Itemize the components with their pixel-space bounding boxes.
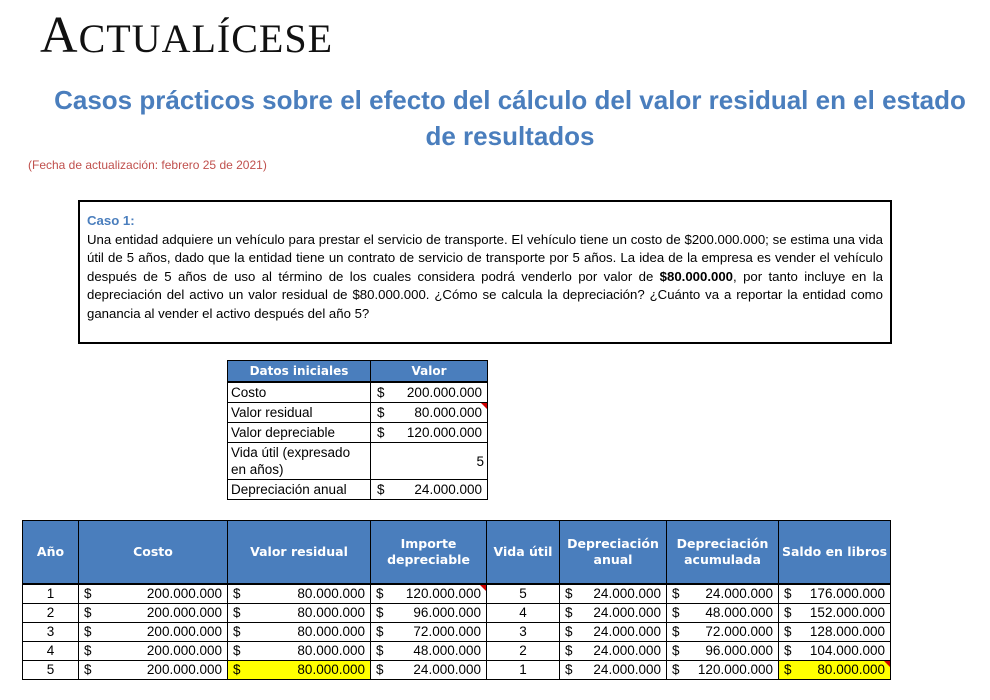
- page-title: Casos prácticos sobre el efecto del cálculo del valor residual en el estado de resultados: [54, 85, 966, 151]
- initial-data-row: [228, 382, 488, 403]
- cell-depreciable: 120.000.000: [387, 584, 487, 604]
- cell-annual: 24.000.000: [576, 661, 667, 680]
- table-row: [23, 604, 891, 623]
- cell-life: 2: [487, 642, 560, 661]
- currency-symbol: $: [79, 604, 100, 623]
- col-header-accumulated: Depreciación acumulada: [667, 521, 779, 585]
- cell-depreciable: 24.000.000: [387, 661, 487, 680]
- cell-life: 5: [487, 584, 560, 604]
- currency-symbol: $: [779, 642, 795, 661]
- currency-symbol: $: [560, 623, 576, 642]
- cell-book: 128.000.000: [794, 623, 890, 642]
- initial-data-header-value: Valor: [371, 361, 488, 383]
- cell-depreciable: 72.000.000: [387, 623, 487, 642]
- col-header-life: Vida útil: [487, 521, 560, 585]
- col-header-annual: Depreciación anual: [560, 521, 667, 585]
- cell-residual: 80.000.000: [249, 584, 370, 604]
- cell-annual: 24.000.000: [576, 604, 667, 623]
- currency-symbol: $: [560, 604, 576, 623]
- currency-symbol: $: [79, 642, 100, 661]
- currency-symbol: $: [371, 604, 387, 623]
- currency-symbol: $: [79, 661, 100, 680]
- currency-symbol: $: [371, 584, 387, 604]
- initial-data-label: Valor residual: [228, 403, 371, 423]
- cell-cost: 200.000.000: [99, 642, 227, 661]
- currency-symbol: $: [79, 584, 100, 604]
- table-row: [23, 642, 891, 661]
- currency-symbol: $: [371, 480, 395, 500]
- currency-symbol: $: [79, 623, 100, 642]
- initial-data-row: [228, 443, 488, 480]
- table-row: [23, 584, 891, 604]
- initial-data-label: Depreciación anual: [228, 480, 371, 500]
- currency-symbol: $: [667, 584, 683, 604]
- table-row: [23, 661, 891, 680]
- col-header-cost: Costo: [79, 521, 228, 585]
- cell-accumulated: 48.000.000: [682, 604, 778, 623]
- table-row: [23, 623, 891, 642]
- currency-symbol: $: [228, 661, 250, 680]
- currency-symbol: $: [779, 604, 795, 623]
- case-title: Caso 1:: [87, 213, 135, 228]
- currency-symbol: $: [371, 623, 387, 642]
- depreciation-schedule-table: [22, 520, 891, 680]
- cell-residual: 80.000.000: [249, 642, 370, 661]
- initial-data-row: [228, 403, 488, 423]
- currency-symbol: $: [667, 661, 683, 680]
- cell-accumulated: 96.000.000: [682, 642, 778, 661]
- currency-symbol: $: [228, 642, 250, 661]
- currency-symbol: $: [371, 382, 395, 403]
- initial-data-row: [228, 480, 488, 500]
- cell-book: 176.000.000: [794, 584, 890, 604]
- logo-first-letter: A: [40, 7, 79, 64]
- currency-symbol: $: [560, 584, 576, 604]
- cell-accumulated: 120.000.000: [682, 661, 778, 680]
- case-text-before: Una entidad adquiere un vehículo para prestar el servicio de transporte. El vehículo tiene un costo de $200.000.000; se estima una vida útil de 5 años, dado que la entidad tiene un contrato de servicio de transporte por 5 años. La idea de la empresa es vender el vehículo después de 5 años de uso al término de los cuales considera podrá venderlo por valor de: [87, 231, 883, 284]
- col-header-book: Saldo en libros: [779, 521, 891, 585]
- cell-annual: 24.000.000: [576, 642, 667, 661]
- currency-symbol: $: [371, 423, 395, 443]
- cell-accumulated: 24.000.000: [682, 584, 778, 604]
- initial-data-value: 5: [371, 443, 488, 480]
- cell-cost: 200.000.000: [99, 623, 227, 642]
- cell-depreciable: 96.000.000: [387, 604, 487, 623]
- cell-depreciable: 48.000.000: [387, 642, 487, 661]
- currency-symbol: $: [560, 642, 576, 661]
- cell-life: 3: [487, 623, 560, 642]
- currency-symbol: $: [667, 604, 683, 623]
- currency-symbol: $: [779, 584, 795, 604]
- cell-residual: 80.000.000: [249, 661, 370, 680]
- cell-life: 4: [487, 604, 560, 623]
- update-date: (Fecha de actualización: febrero 25 de 2021): [28, 158, 267, 172]
- currency-symbol: $: [371, 661, 387, 680]
- initial-data-label: Costo: [228, 382, 371, 403]
- cell-cost: 200.000.000: [99, 661, 227, 680]
- currency-symbol: $: [371, 403, 395, 423]
- cell-annual: 24.000.000: [576, 584, 667, 604]
- initial-data-value: 120.000.000: [394, 423, 487, 443]
- initial-data-label: Valor depreciable: [228, 423, 371, 443]
- logo-rest: CTUALÍCESE: [78, 16, 333, 61]
- initial-data-label: Vida útil (expresado en años): [228, 443, 371, 480]
- initial-data-value: 200.000.000: [394, 382, 487, 403]
- cell-residual: 80.000.000: [249, 623, 370, 642]
- initial-data-table: [227, 360, 488, 500]
- initial-data-header-label: Datos iniciales: [228, 361, 371, 383]
- cell-residual: 80.000.000: [249, 604, 370, 623]
- cell-year: 2: [23, 604, 79, 623]
- cell-year: 5: [23, 661, 79, 680]
- currency-symbol: $: [560, 661, 576, 680]
- cell-year: 3: [23, 623, 79, 642]
- case-bold-amount: $80.000.000: [659, 268, 734, 284]
- cell-life: 1: [487, 661, 560, 680]
- brand-logo: [40, 6, 333, 65]
- col-header-year: Año: [23, 521, 79, 585]
- cell-accumulated: 72.000.000: [682, 623, 778, 642]
- col-header-residual: Valor residual: [228, 521, 371, 585]
- currency-symbol: $: [667, 623, 683, 642]
- cell-book: 80.000.000: [794, 661, 890, 680]
- cell-annual: 24.000.000: [576, 623, 667, 642]
- cell-cost: 200.000.000: [99, 584, 227, 604]
- currency-symbol: $: [779, 623, 795, 642]
- col-header-depreciable: Importe depreciable: [371, 521, 487, 585]
- currency-symbol: $: [228, 623, 250, 642]
- currency-symbol: $: [667, 642, 683, 661]
- initial-data-value: 24.000.000: [394, 480, 487, 500]
- case-text-after: , por tanto incluye en la depreciación del activo un valor residual de $80.000.000. ¿Cómo se calcula la depreciación? ¿Cuánto va a reportar la entidad como ganancia al vender el activo después del año 5?: [87, 268, 883, 321]
- currency-symbol: $: [371, 642, 387, 661]
- currency-symbol: $: [779, 661, 795, 680]
- cell-book: 104.000.000: [794, 642, 890, 661]
- cell-year: 4: [23, 642, 79, 661]
- case-box: [78, 200, 892, 344]
- initial-data-value: 80.000.000: [394, 403, 487, 423]
- currency-symbol: $: [228, 584, 250, 604]
- cell-year: 1: [23, 584, 79, 604]
- initial-data-row: [228, 423, 488, 443]
- cell-cost: 200.000.000: [99, 604, 227, 623]
- currency-symbol: $: [228, 604, 250, 623]
- cell-book: 152.000.000: [794, 604, 890, 623]
